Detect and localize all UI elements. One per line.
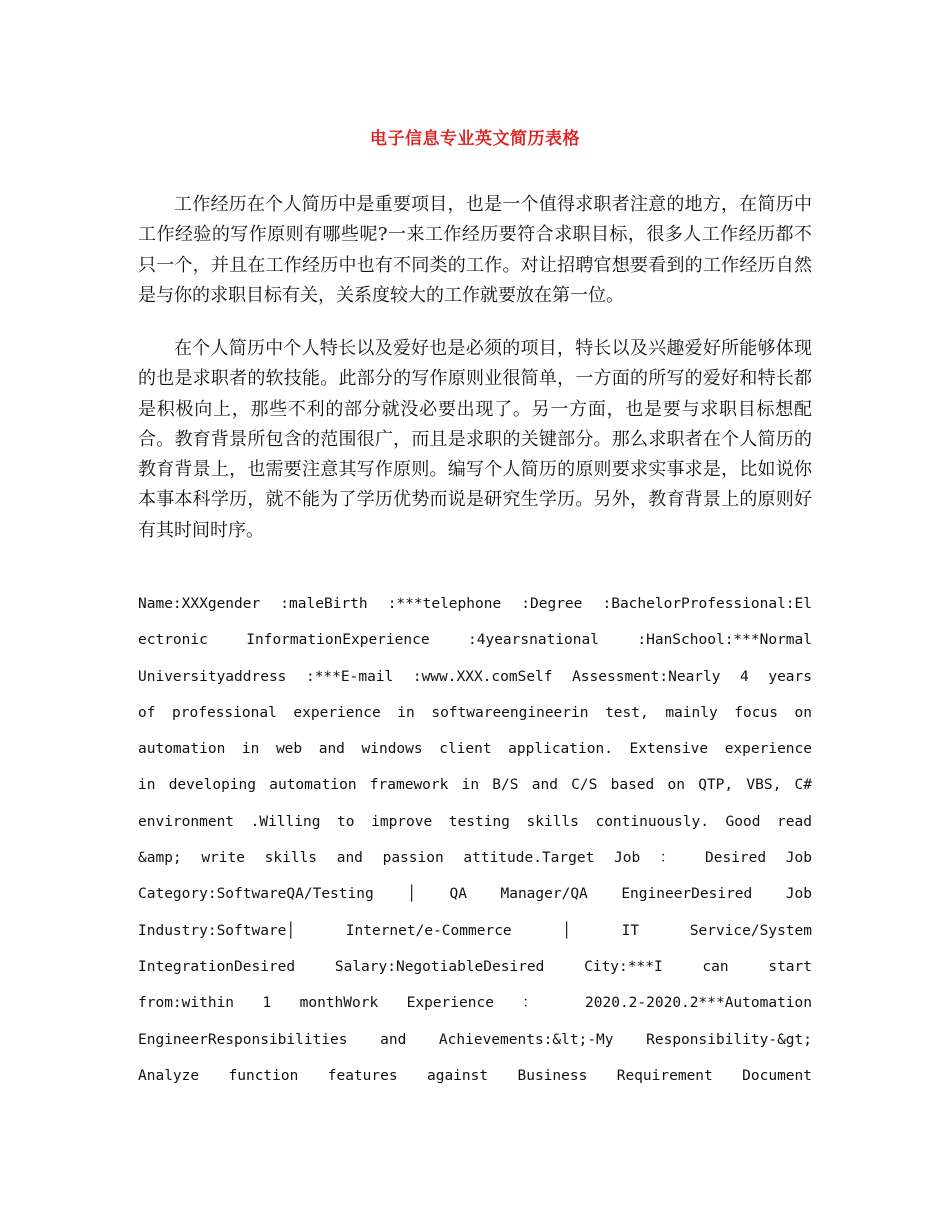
resume-line: IntegrationDesired Salary:NegotiableDesired City:***I can start [138, 958, 812, 975]
resume-line: Name:XXXgender :maleBirth :***telephone :Degree :BachelorProfessional:El [138, 596, 812, 612]
resume-line: from:within 1 monthWork Experience ： 2020.2-2020.2***Automation [138, 995, 812, 1012]
resume-line: Category:SoftwareQA/Testing │ QA Manager/QA EngineerDesired Job [138, 886, 812, 903]
paragraph-work-experience: 工作经历在个人简历中是重要项目，也是一个值得求职者注意的地方，在简历中工作经验的写作原则有哪些呢?一来工作经历要符合求职目标，很多人工作经历都不只一个，并且在工作经历中也有不同类的工作。对让招聘官想要看到的工作经历自然是与你的求职目标有关，关系度较大的工作就要放在第一位。 [138, 194, 812, 306]
resume-line: Universityaddress :***E-mail :www.XXX.comSelf Assessment:Nearly 4 years [138, 668, 812, 685]
resume-line: EngineerResponsibilities and Achievements:&lt;-My Responsibility-&gt; [138, 1031, 812, 1048]
resume-line: Analyze function features against Business Requirement Document [138, 1067, 812, 1084]
resume-line: Industry:Software│ Internet/e-Commerce │ IT Service/System [138, 922, 812, 939]
paragraph-skills-education: 在个人简历中个人特长以及爱好也是必须的项目，特长以及兴趣爱好所能够体现的也是求职者的软技能。此部分的写作原则业很简单，一方面的所写的爱好和特长都是积极向上，那些不利的部分就没必要出现了。另一方面，也是要与求职目标想配合。教育背景所包含的范围很广，而且是求职的关键部分。那么求职者在个人简历的教育背景上，也需要注意其写作原则。编写个人简历的原则要求实事求是，比如说你本事本科学历，就不能为了学历优势而说是研究生学历。另外，教育背景上的原则好有其时间时序。 [138, 338, 812, 541]
resume-line: in developing automation framework in B/S and C/S based on QTP, VBS, C# [138, 777, 812, 794]
document-title: 电子信息专业英文简历表格 [370, 129, 580, 149]
resume-line: environment .Willing to improve testing skills continuously. Good read [138, 813, 812, 830]
resume-line: ectronic InformationExperience :4yearsnational :HanSchool:***Normal [138, 632, 812, 649]
resume-english-text [138, 586, 812, 1094]
resume-line: of professional experience in softwareengineerin test, mainly focus on [138, 704, 812, 721]
resume-line: automation in web and windows client application. Extensive experience [138, 741, 812, 758]
resume-line: &amp; write skills and passion attitude.Target Job ： Desired Job [138, 850, 812, 867]
